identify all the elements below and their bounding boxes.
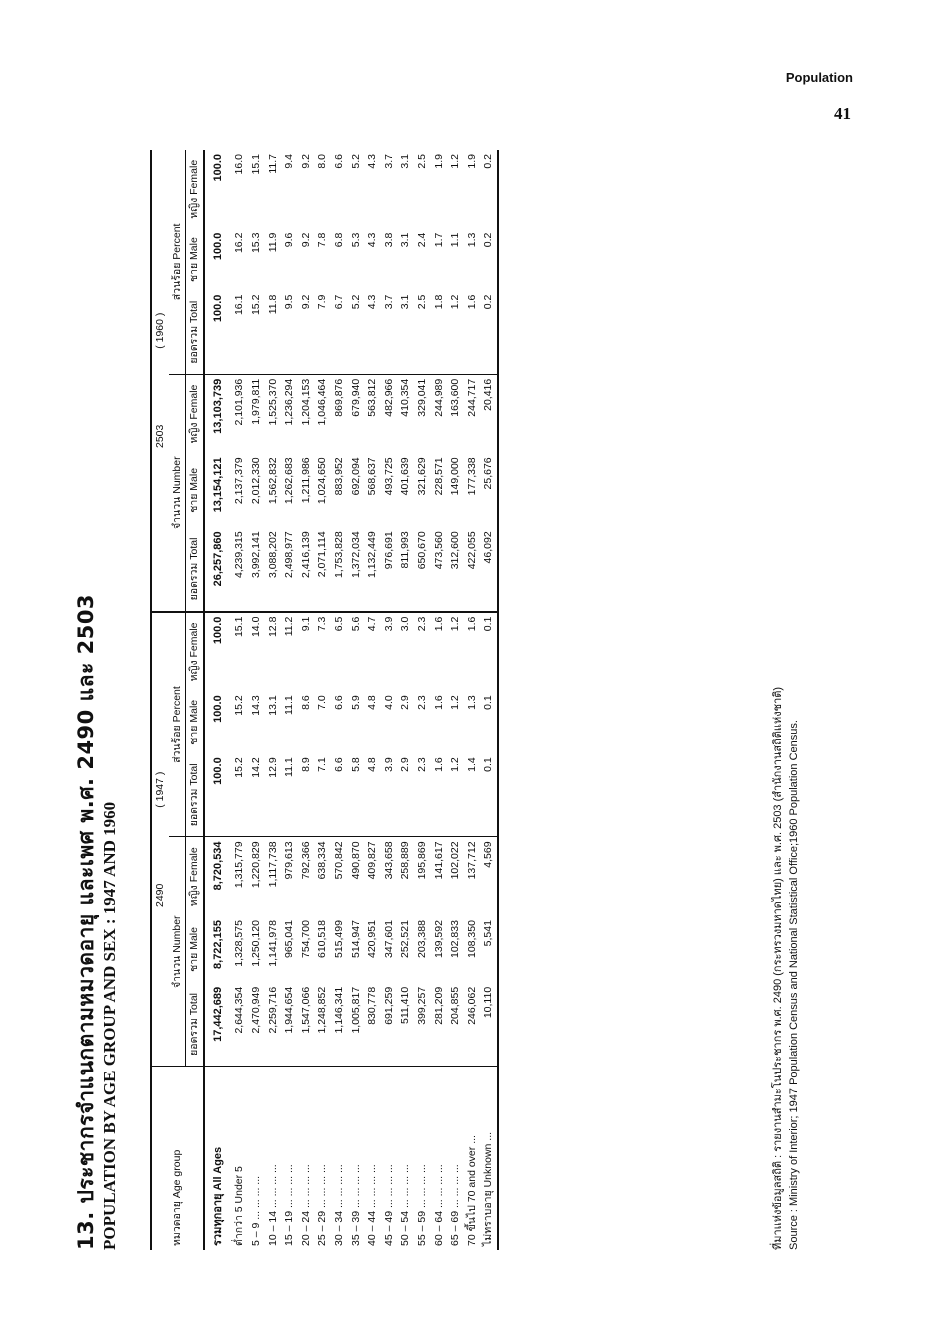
value-cell: 6.6 [332, 154, 345, 169]
value-cell: 7.8 [316, 232, 329, 248]
value-cell: 12.9 [265, 753, 282, 837]
source-thai: ที่มาแห่งข้อมูลสถิติ : รายงานสำมะโนประชากร พ.ศ. 2490 (กระทรวงมหาดไทย) และ พ.ศ. 2503 (สำนักงานสถิติแห่งชาติ) [772, 686, 784, 1250]
value-cell: 5.3 [349, 232, 362, 248]
column-header: ชาย Male [188, 927, 201, 972]
value-cell: 16.0 [233, 154, 246, 175]
value-cell: 343,658 [382, 841, 395, 880]
value-cell: 195,869 [415, 841, 428, 880]
column-header: ยอดรวม Total [186, 527, 204, 611]
value-cell: 141,617 [432, 841, 445, 880]
value-cell: 965,041 [283, 920, 296, 959]
table-row [265, 150, 282, 1250]
value-cell: 2.3 [415, 616, 428, 632]
value-cell: 163,600 [449, 378, 462, 417]
value-cell: 3.0 [399, 616, 412, 632]
table-row [314, 150, 331, 1250]
value-cell: 329,041 [415, 378, 428, 417]
value-cell: 8,722,155 [211, 920, 224, 969]
value-cell: 15.1 [249, 154, 262, 175]
value-cell: 3,992,141 [248, 527, 265, 611]
table-title-english: POPULATION BY AGE GROUP AND SEX : 1947 AND 1960 [100, 801, 119, 1250]
age-group-cell: 20 – 24 ... ... ... ... [299, 1164, 312, 1246]
value-cell: 1,117,738 [266, 841, 279, 888]
value-cell: 6.8 [332, 232, 345, 248]
value-cell: 1.6 [464, 291, 481, 375]
value-cell: 4,569 [482, 841, 495, 868]
value-cell: 102,022 [449, 841, 462, 880]
age-group-cell: 40 – 44 ... ... ... ... [366, 1164, 379, 1246]
value-cell: 1,236,294 [283, 378, 296, 426]
value-cell: 1,024,650 [316, 457, 329, 505]
value-cell: 16.1 [231, 291, 248, 375]
value-cell: 5.2 [349, 154, 362, 169]
year-header-1947: 2490 ( 1947 ) [151, 612, 169, 1067]
value-cell: 4.8 [364, 753, 381, 837]
percent-header-1947: ส่วนร้อย Percent [169, 612, 186, 837]
value-cell: 5.8 [348, 753, 365, 837]
column-header: หญิง Female [188, 622, 201, 682]
value-cell: 9.4 [283, 154, 296, 169]
source-english: Source : Ministry of Interior; 1947 Population Census and National Statistical Office;1960 Population Census. [788, 720, 800, 1250]
value-cell: 409,827 [366, 841, 379, 880]
value-cell: 1,132,449 [364, 527, 381, 611]
column-header: ชาย Male [188, 237, 201, 283]
value-cell: 811,993 [397, 527, 414, 611]
age-group-cell: 55 – 59 ... ... ... ... [415, 1164, 428, 1246]
value-cell: 3.7 [381, 291, 398, 375]
value-cell: 979,613 [283, 841, 296, 880]
value-cell: 252,521 [399, 920, 412, 959]
value-cell: 422,055 [464, 527, 481, 611]
value-cell: 4.8 [366, 695, 379, 710]
value-cell: 0.1 [482, 616, 495, 632]
value-cell: 7.0 [316, 695, 329, 710]
value-cell: 11.9 [266, 232, 279, 253]
value-cell: 15.3 [249, 232, 262, 254]
value-cell: 1,525,370 [266, 378, 279, 426]
value-cell: 1,146,341 [331, 983, 348, 1067]
value-cell: 1.8 [431, 291, 448, 375]
value-cell: 5,541 [482, 920, 495, 947]
value-cell: 17,442,689 [204, 983, 232, 1067]
age-group-cell: 45 – 49 ... ... ... ... [382, 1164, 395, 1246]
value-cell: 13.1 [266, 695, 279, 716]
value-cell: 11.7 [266, 154, 279, 174]
age-group-cell: 15 – 19 ... ... ... ... [283, 1164, 296, 1246]
value-cell: 2,259,716 [265, 983, 282, 1067]
value-cell: 13,103,739 [211, 378, 224, 434]
value-cell: 16.2 [233, 232, 246, 254]
value-cell: 610,518 [316, 920, 329, 959]
age-group-cell: 65 – 69 ... ... ... ... [449, 1164, 462, 1246]
value-cell: 2,137,379 [233, 457, 246, 505]
value-cell: 482,966 [382, 378, 395, 417]
value-cell: 399,257 [414, 983, 431, 1067]
value-cell: 3.7 [382, 154, 395, 169]
value-cell: 1,753,828 [331, 527, 348, 611]
value-cell: 137,712 [465, 841, 478, 880]
value-cell: 7.3 [316, 616, 329, 632]
value-cell: 1.4 [464, 753, 481, 837]
table-row [204, 150, 232, 1250]
value-cell: 2,071,114 [314, 527, 331, 611]
value-cell: 100.0 [211, 232, 224, 261]
table-row [348, 150, 365, 1250]
value-cell: 5.2 [348, 291, 365, 375]
age-group-cell: 10 – 14 ... ... ... ... [266, 1164, 279, 1246]
value-cell: 1.3 [465, 695, 478, 710]
value-cell: 1.2 [449, 616, 462, 632]
value-cell: 108,350 [465, 920, 478, 959]
value-cell: 2,470,949 [248, 983, 265, 1067]
value-cell: 9.6 [283, 232, 296, 248]
value-cell: 46,092 [480, 527, 498, 611]
value-cell: 3.1 [397, 291, 414, 375]
value-cell: 1,211,986 [299, 457, 312, 504]
column-header: ยอดรวม Total [186, 983, 204, 1067]
value-cell: 1.6 [432, 695, 445, 710]
value-cell: 3.8 [382, 232, 395, 248]
age-group-cell: 30 – 34 ... ... ... ... [332, 1164, 345, 1246]
value-cell: 6.5 [332, 616, 345, 632]
value-cell: 5.9 [349, 695, 362, 710]
value-cell: 100.0 [211, 154, 224, 182]
value-cell: 100.0 [204, 291, 232, 375]
value-cell: 1,250,120 [249, 920, 262, 967]
value-cell: 2,012,330 [249, 457, 262, 505]
value-cell: 3.1 [399, 232, 412, 248]
age-group-cell: 25 – 29 ... ... ... ... [316, 1164, 329, 1246]
value-cell: 1,944,654 [281, 983, 298, 1067]
value-cell: 14.3 [249, 695, 262, 716]
value-cell: 4.3 [366, 154, 379, 169]
value-cell: 246,062 [464, 983, 481, 1067]
value-cell: 8,720,534 [211, 841, 224, 891]
value-cell: 511,410 [397, 983, 414, 1067]
table-row [431, 150, 448, 1250]
value-cell: 1,372,034 [348, 527, 365, 611]
value-cell: 0.2 [480, 291, 498, 375]
value-cell: 1.6 [432, 616, 445, 632]
table-row [447, 150, 464, 1250]
value-cell: 1.2 [447, 753, 464, 837]
value-cell: 25,676 [482, 457, 495, 490]
value-cell: 5.6 [349, 616, 362, 632]
value-cell: 2,644,354 [231, 983, 248, 1067]
value-cell: 792,366 [299, 841, 312, 880]
value-cell: 0.2 [482, 232, 495, 248]
value-cell: 9.2 [299, 154, 312, 169]
value-cell: 1.2 [449, 154, 462, 169]
value-cell: 1,046,464 [316, 378, 329, 426]
column-header: ชาย Male [188, 699, 201, 745]
value-cell: 203,388 [415, 920, 428, 959]
table-row [298, 150, 315, 1250]
column-header: หญิง Female [188, 159, 201, 219]
value-cell: 0.2 [482, 154, 495, 169]
value-cell: 2,101,936 [233, 378, 246, 426]
value-cell: 1,220,829 [249, 841, 262, 889]
value-cell: 281,209 [431, 983, 448, 1067]
column-header: หญิง Female [188, 847, 201, 907]
value-cell: 410,354 [399, 378, 412, 417]
table-row [364, 150, 381, 1250]
value-cell: 2.3 [414, 753, 431, 837]
value-cell: 493,725 [382, 457, 395, 496]
table-row [414, 150, 431, 1250]
value-cell: 149,000 [449, 457, 462, 496]
value-cell: 11.1 [283, 695, 296, 715]
value-cell: 2.9 [397, 753, 414, 837]
value-cell: 691,259 [381, 983, 398, 1067]
value-cell: 15.2 [233, 695, 246, 716]
value-cell: 10,110 [480, 983, 498, 1067]
value-cell: 312,600 [447, 527, 464, 611]
value-cell: 9.5 [281, 291, 298, 375]
value-cell: 228,571 [432, 457, 445, 496]
value-cell: 1,141,978 [266, 920, 279, 967]
value-cell: 1.3 [465, 232, 478, 248]
table-row [248, 150, 265, 1250]
value-cell: 6.6 [331, 753, 348, 837]
value-cell: 12.8 [266, 616, 279, 638]
value-cell: 1,547,066 [298, 983, 315, 1067]
value-cell: 1.7 [432, 232, 445, 248]
value-cell: 473,560 [431, 527, 448, 611]
value-cell: 4,239,315 [231, 527, 248, 611]
value-cell: 515,499 [332, 920, 345, 959]
value-cell: 4.3 [364, 291, 381, 375]
value-cell: 1,248,852 [314, 983, 331, 1067]
value-cell: 6.6 [332, 695, 345, 710]
value-cell: 1.6 [431, 753, 448, 837]
value-cell: 3.9 [381, 753, 398, 837]
page-number: 41 [834, 104, 851, 123]
value-cell: 139,592 [432, 920, 445, 959]
value-cell: 11.8 [265, 291, 282, 375]
table-row [480, 150, 498, 1250]
value-cell: 0.1 [480, 753, 498, 837]
percent-header-1960: ส่วนร้อย Percent [169, 150, 186, 374]
number-header-1947: จำนวน Number [169, 837, 186, 1067]
value-cell: 2.4 [415, 232, 428, 248]
value-cell: 8.0 [316, 154, 329, 169]
value-cell: 638,334 [316, 841, 329, 880]
value-cell: 4.0 [382, 695, 395, 710]
value-cell: 1,328,575 [233, 920, 246, 967]
value-cell: 14.0 [249, 616, 262, 638]
value-cell: 1.2 [449, 695, 462, 710]
age-group-cell: ต่ำกว่า 5 Under 5 [233, 1166, 246, 1246]
value-cell: 2.9 [399, 695, 412, 710]
value-cell: 1.9 [432, 154, 445, 169]
value-cell: 244,717 [465, 378, 478, 417]
value-cell: 100.0 [204, 753, 232, 837]
value-cell: 1,262,683 [283, 457, 296, 505]
table-row [331, 150, 348, 1250]
age-group-cell: 5 – 9 ... ... ... ... [249, 1175, 262, 1246]
value-cell: 1,562,832 [266, 457, 279, 505]
value-cell: 347,601 [382, 920, 395, 959]
value-cell: 2,416,139 [298, 527, 315, 611]
value-cell: 692,094 [349, 457, 362, 496]
value-cell: 15.2 [231, 753, 248, 837]
value-cell: 4.7 [366, 616, 379, 632]
value-cell: 2,498,977 [281, 527, 298, 611]
value-cell: 1.6 [465, 616, 478, 632]
value-cell: 1.2 [447, 291, 464, 375]
value-cell: 7.1 [314, 753, 331, 837]
age-group-cell: 50 – 54 ... ... ... ... [399, 1164, 412, 1246]
value-cell: 514,947 [349, 920, 362, 959]
value-cell: 100.0 [211, 616, 224, 645]
value-cell: 1.1 [449, 232, 462, 248]
table-row [281, 150, 298, 1250]
age-group-cell: รวมทุกอายุ All Ages [211, 1146, 224, 1246]
column-header: ชาย Male [188, 467, 201, 513]
table-row [381, 150, 398, 1250]
value-cell: 7.9 [314, 291, 331, 375]
table-row [397, 150, 414, 1250]
value-cell: 0.1 [482, 695, 495, 710]
value-cell: 100.0 [211, 695, 224, 723]
value-cell: 1,315,779 [233, 841, 246, 889]
value-cell: 9.1 [299, 616, 312, 632]
age-group-cell: 70 ขึ้นไป 70 and over ... [465, 1135, 478, 1246]
value-cell: 754,700 [299, 920, 312, 959]
value-cell: 15.2 [248, 291, 265, 375]
column-header: ยอดรวม Total [186, 753, 204, 837]
value-cell: 1,204,153 [299, 378, 312, 426]
table-row [464, 150, 481, 1250]
value-cell: 3,088,202 [265, 527, 282, 611]
value-cell: 679,940 [349, 378, 362, 417]
table-number: 13. [74, 1211, 98, 1250]
value-cell: 13,154,121 [211, 457, 224, 513]
number-header-1960: จำนวน Number [169, 374, 186, 611]
value-cell: 258,889 [399, 841, 412, 880]
value-cell: 244,989 [432, 378, 445, 417]
column-header: ยอดรวม Total [186, 291, 204, 375]
value-cell: 3.1 [399, 154, 412, 169]
value-cell: 177,338 [465, 457, 478, 496]
value-cell: 2.3 [415, 695, 428, 710]
population-table [150, 150, 499, 1250]
value-cell: 650,670 [414, 527, 431, 611]
value-cell: 2.5 [415, 154, 428, 169]
value-cell: 869,876 [332, 378, 345, 417]
table-title-thai [70, 594, 103, 1250]
title-thai-text: ประชากรจำแนกตามหมวดอายุ และเพศ พ.ศ. 2490 และ 2503 [74, 593, 98, 1204]
value-cell: 1,979,811 [249, 378, 262, 425]
value-cell: 570,842 [332, 841, 345, 880]
rotated-table-page [70, 120, 830, 1250]
value-cell: 976,691 [381, 527, 398, 611]
value-cell: 883,952 [332, 457, 345, 496]
value-cell: 1.9 [465, 154, 478, 169]
value-cell: 20,416 [482, 378, 495, 411]
value-cell: 401,639 [399, 457, 412, 496]
value-cell: 2.5 [414, 291, 431, 375]
year-header-1960: 2503 ( 1960 ) [151, 150, 169, 612]
value-cell: 15.1 [233, 616, 246, 638]
value-cell: 563,812 [366, 378, 379, 417]
age-group-cell: ไม่ทราบอายุ Unknown ... [482, 1131, 495, 1246]
value-cell: 9.2 [299, 232, 312, 248]
section-header: Population [785, 70, 853, 85]
table-row [231, 150, 248, 1250]
value-cell: 8.6 [299, 695, 312, 710]
value-cell: 8.9 [298, 753, 315, 837]
table-notes [770, 687, 802, 1250]
value-cell: 6.7 [331, 291, 348, 375]
value-cell: 14.2 [248, 753, 265, 837]
value-cell: 11.2 [283, 616, 296, 637]
value-cell: 4.3 [366, 232, 379, 248]
value-cell: 102,833 [449, 920, 462, 959]
value-cell: 490,870 [349, 841, 362, 880]
column-header: หญิง Female [188, 384, 201, 444]
value-cell: 11.1 [281, 753, 298, 837]
age-group-cell: 35 – 39 ... ... ... ... [349, 1164, 362, 1246]
value-cell: 1,005,817 [348, 983, 365, 1067]
value-cell: 420,951 [366, 920, 379, 959]
value-cell: 321,629 [415, 457, 428, 496]
age-group-cell: 60 – 64 ... ... ... ... [432, 1164, 445, 1246]
age-group-header: หมวดอายุ Age group [171, 1149, 184, 1246]
value-cell: 9.2 [298, 291, 315, 375]
value-cell: 204,855 [447, 983, 464, 1067]
value-cell: 26,257,860 [204, 527, 232, 611]
value-cell: 568,637 [366, 457, 379, 496]
value-cell: 3.9 [382, 616, 395, 632]
value-cell: 830,778 [364, 983, 381, 1067]
